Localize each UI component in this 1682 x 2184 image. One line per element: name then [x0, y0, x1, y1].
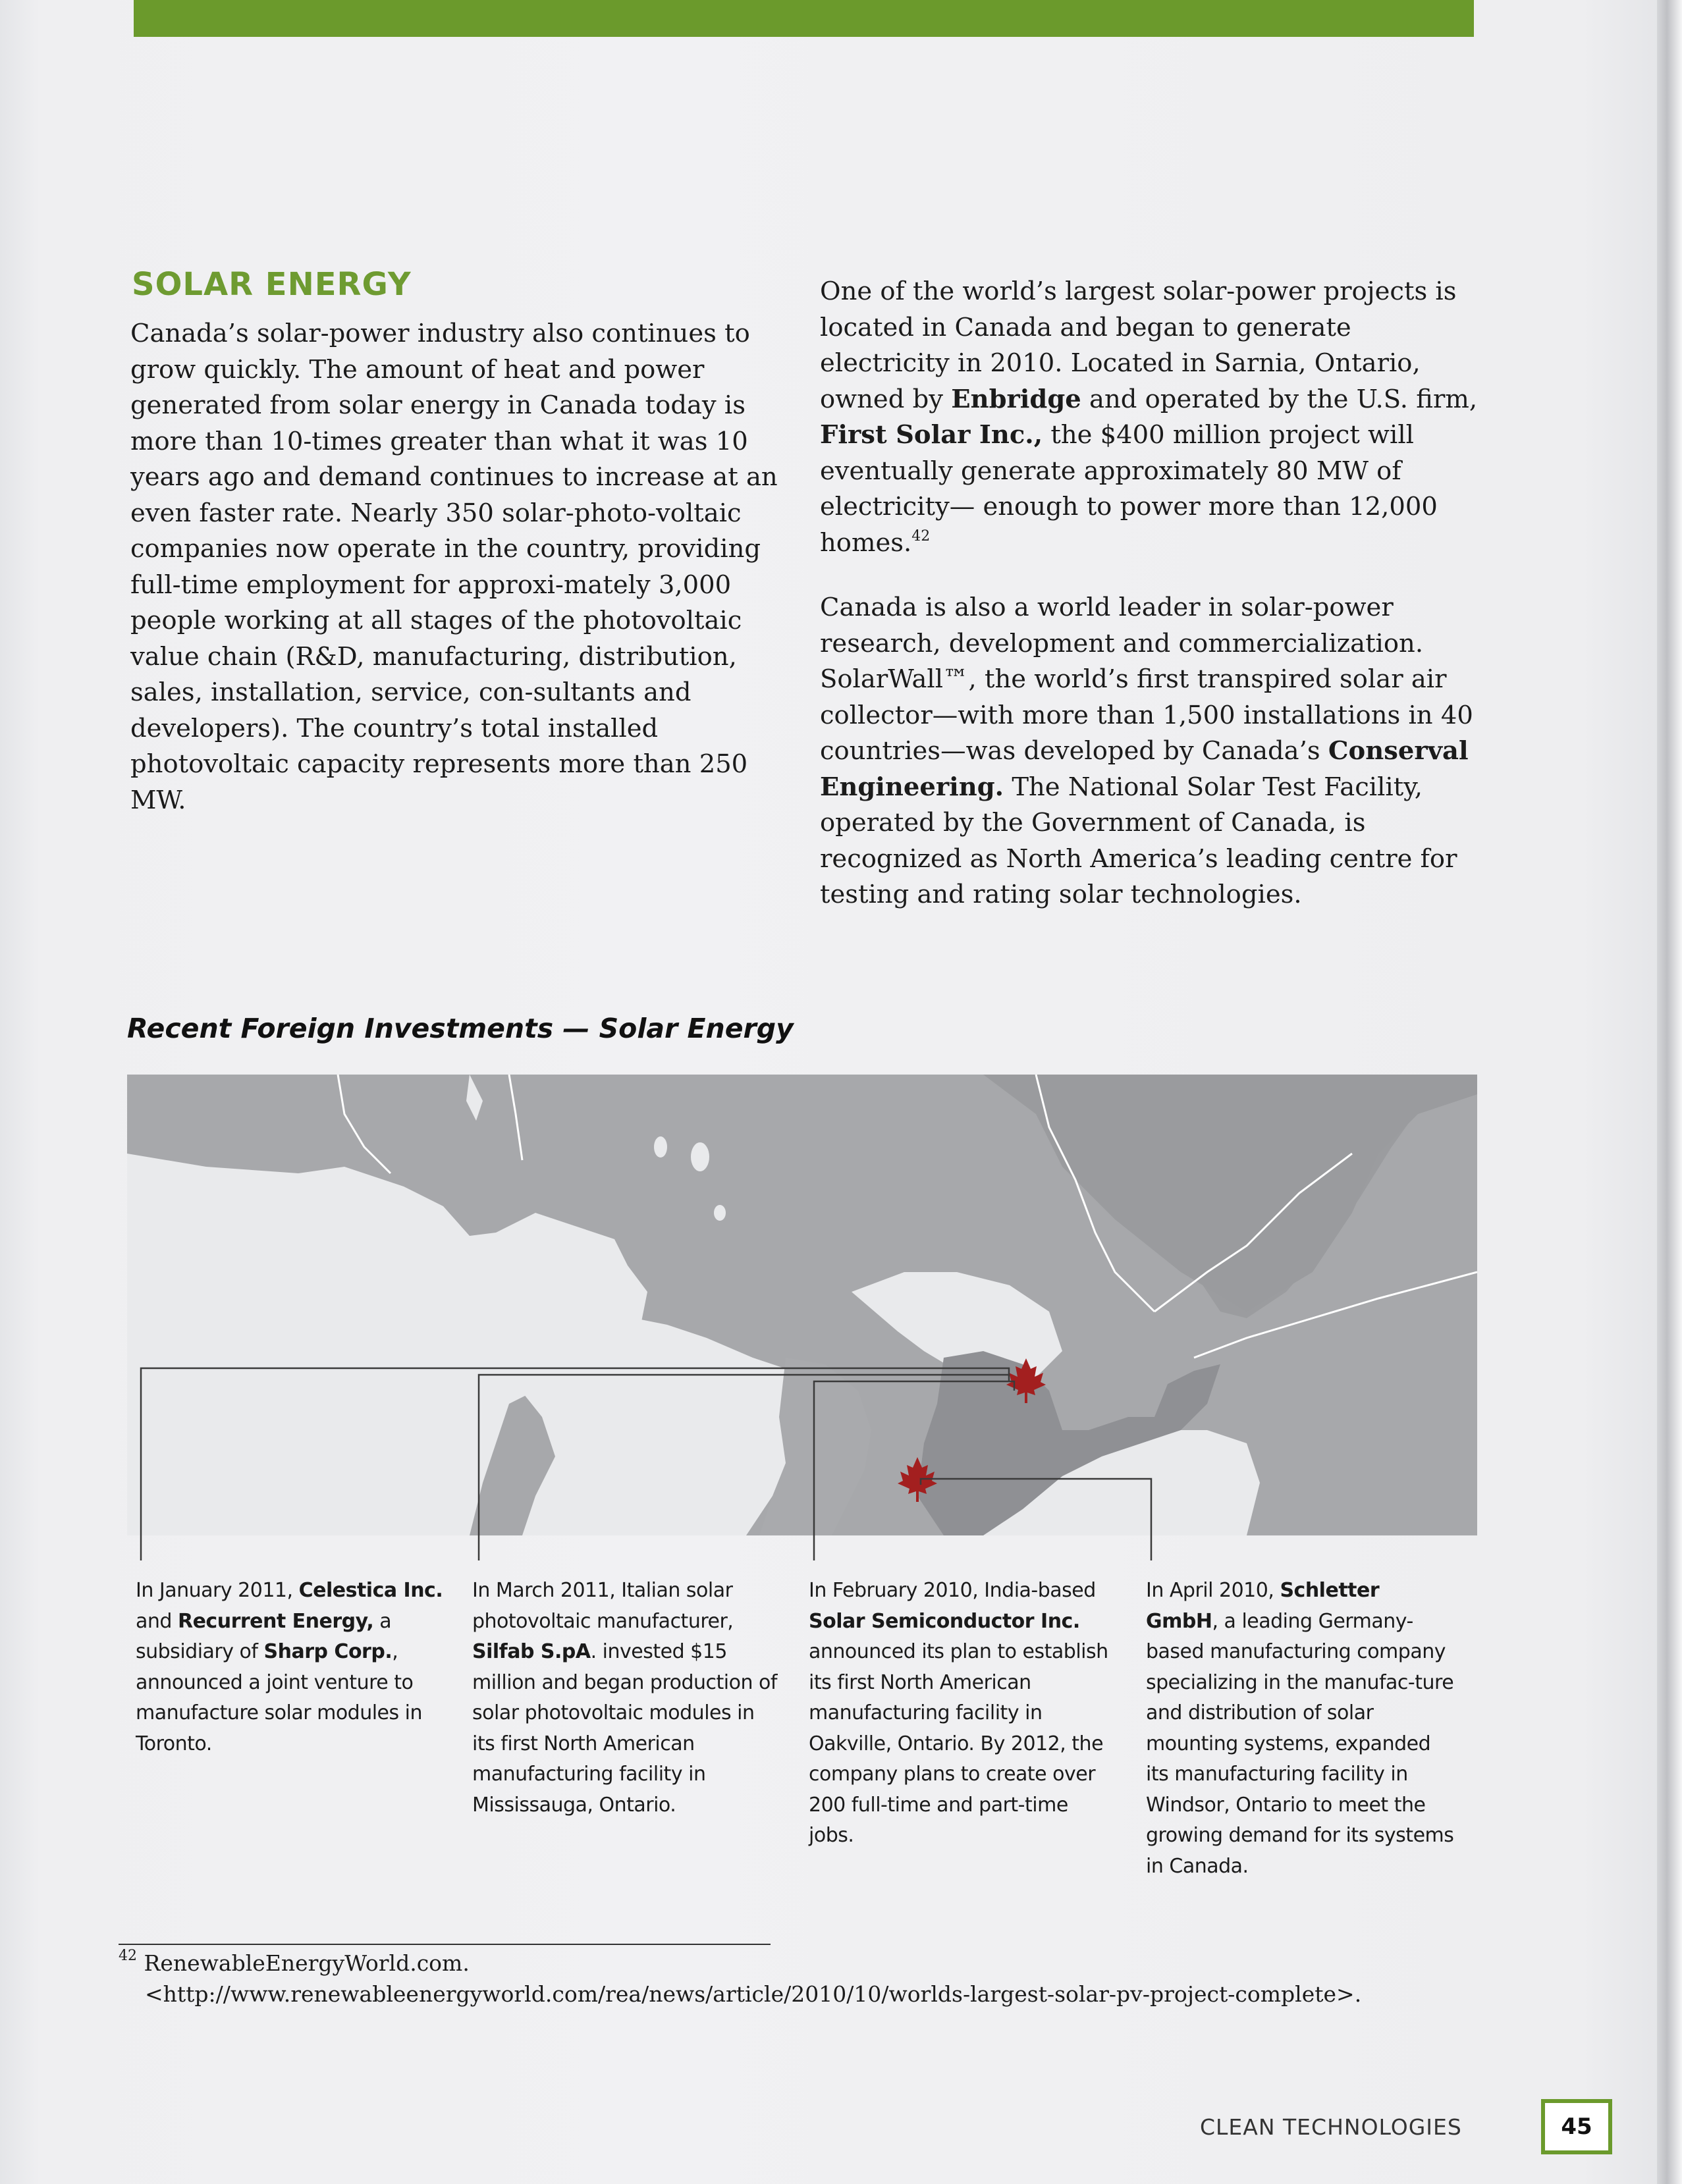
- caption-silfab: In March 2011, Italian solar photovoltaic manufacturer, Silfab S.pA. invested $15 million and began production of solar photovoltaic modules in its first North American manufacturing facility in Mississauga, Ontario.: [472, 1579, 777, 1817]
- caption-solar-semiconductor: In February 2010, India-based Solar Semiconductor Inc. announced its plan to establish its first North American manufacturing facility in Oakville, Ontario. By 2012, the company plans to create over 200 full-time and part-time jobs.: [809, 1579, 1108, 1847]
- figure-title: Recent Foreign Investments — Solar Energy: [127, 1013, 794, 1044]
- page-spine-shadow: [1657, 0, 1682, 2184]
- footnote-rule: [119, 1944, 771, 1945]
- footnote-number: 42: [119, 1948, 137, 1964]
- right-paragraph-2: Canada is also a world leader in solar-power research, development and commercialization. SolarWall™, the world’s first transpired solar air collector—with more than 1,500 installations in 40 countries—was developed by Canada’s Conserval Engineering. The National Solar Test Facility, operated by the Government of Canada, is recognized as North America’s leading centre for testing and rating solar technologies.: [820, 593, 1473, 909]
- left-column: [130, 316, 789, 847]
- right-paragraph-1: One of the world’s largest solar-power projects is located in Canada and began to generate electricity in 2010. Located in Sarnia, Ontario, owned by Enbridge and operated by the U.S. firm, First Solar Inc., the $400 million project will eventually generate approximately 80 MW of electricity— enough to power more than 12,000 homes.$^{42}$: [820, 277, 1478, 558]
- company-conserval: Conserval Engineering.: [820, 736, 1469, 802]
- right-column: [820, 274, 1485, 942]
- footnote-source: RenewableEnergyWorld.com.: [144, 1950, 470, 1976]
- ontario-map: [127, 1075, 1477, 1535]
- footnote-ref: 42: [911, 527, 931, 545]
- page-number-box: [1541, 2099, 1612, 2154]
- top-accent-bar: [134, 0, 1474, 37]
- caption-schletter: In April 2010, Schletter GmbH, a leading Germany-based manufacturing company specializing in the manufac-ture and distribution of solar mounting systems, expanded its manufacturing facility in Windsor, Ontario to meet the growing demand for its systems in Canada.: [1146, 1579, 1454, 1878]
- footer-section-label: CLEAN TECHNOLOGIES: [1200, 2114, 1462, 2140]
- company-first-solar: First Solar Inc.,: [820, 420, 1043, 450]
- company-enbridge: Enbridge: [951, 384, 1081, 414]
- section-heading: SOLAR ENERGY: [132, 266, 412, 303]
- caption-celestica: In January 2011, Celestica Inc. and Recurrent Energy, a subsidiary of Sharp Corp., announced a joint venture to manufacture solar modules in Toronto.: [136, 1579, 443, 1755]
- left-paragraph: Canada’s solar-power industry also continues to grow quickly. The amount of heat and power generated from solar energy in Canada today is more than 10-times greater than what it was 10 years ago and demand continues to increase at an even faster rate. Nearly 350 solar-photo-voltaic companies now operate in the country, providing full-time employment for approxi-mately 3,000 people working at all stages of the photovoltaic value chain (R&D, manufacturing, distribution, sales, installation, service, con-sultants and developers). The country’s total installed photovoltaic capacity represents more than 250 MW.: [130, 319, 778, 815]
- footnote: [119, 1948, 1502, 2010]
- footnote-url: <http://www.renewableenergyworld.com/rea/news/article/2010/10/worlds-largest-solar-pv-project-complete>.: [145, 1981, 1362, 2007]
- page-number: 45: [1545, 2103, 1608, 2150]
